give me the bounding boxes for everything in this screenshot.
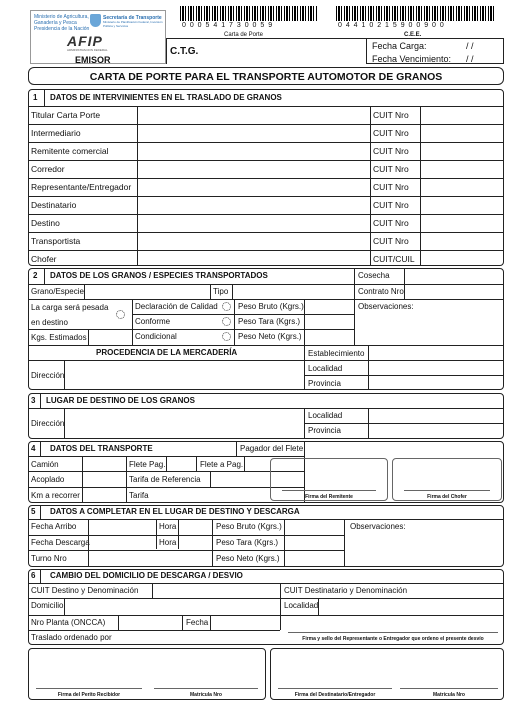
section-1-title: DATOS DE INTERVINIENTES EN EL TRASLADO DE GRANOS bbox=[50, 93, 282, 102]
turno-label: Turno Nro bbox=[31, 554, 67, 563]
peso-bruto-label: Peso Bruto (Kgrs.) bbox=[238, 302, 304, 311]
pagador-label: Pagador del Flete bbox=[240, 444, 304, 453]
domicilio-label: Domicilio bbox=[31, 601, 64, 610]
fecha-arribo-label: Fecha Arribo bbox=[31, 522, 77, 531]
grano-label: Grano/Especie bbox=[31, 287, 84, 296]
interviniente-field[interactable] bbox=[138, 143, 369, 159]
localidad-label: Localidad bbox=[308, 364, 343, 373]
section-2-number: 2 bbox=[33, 271, 38, 280]
conforme-label: Conforme bbox=[135, 317, 171, 326]
cuit-destino-label: CUIT Destino y Denominación bbox=[31, 586, 139, 595]
procedencia-label: PROCEDENCIA DE LA MERCADERÍA bbox=[96, 348, 238, 357]
establecimiento-label: Establecimiento bbox=[308, 349, 365, 358]
emisor-label: EMISOR bbox=[75, 55, 111, 65]
kgs-estimados-label: Kgs. Estimados bbox=[31, 333, 87, 342]
interviniente-field[interactable] bbox=[138, 197, 369, 213]
cuit-label: CUIT Nro bbox=[373, 200, 409, 210]
flete-a-pag-label: Flete a Pag. bbox=[200, 460, 244, 469]
destino-localidad-label: Localidad bbox=[308, 411, 343, 420]
section-1-number: 1 bbox=[33, 93, 38, 102]
interviniente-label: Remitente comercial bbox=[31, 146, 109, 156]
hora-arribo-label: Hora bbox=[159, 522, 177, 531]
cuit-label: CUIT/CUIL bbox=[373, 254, 415, 264]
hora-descarga-label: Hora bbox=[159, 538, 177, 547]
declaracion-label: Declaración de Calidad bbox=[135, 302, 218, 311]
peso-neto-label: Peso Neto (Kgrs.) bbox=[238, 332, 302, 341]
afip-logo: AFIP bbox=[67, 33, 103, 49]
fecha-carga-label: Fecha Carga: bbox=[372, 41, 427, 51]
barcode1-digits: 0 0 0 5 4 1 7 3 0 0 5 9 bbox=[182, 22, 274, 29]
barcode2-digits: 0 4 4 1 0 2 1 5 9 0 0 9 0 0 bbox=[338, 22, 445, 29]
tarifa-label: Tarifa bbox=[129, 491, 149, 500]
fecha-venc-value[interactable]: / / bbox=[466, 54, 474, 64]
declaracion-check[interactable] bbox=[222, 302, 231, 311]
barcode2-label: C.E.E. bbox=[404, 32, 422, 38]
fecha-descarga-label: Fecha Descarga bbox=[31, 538, 90, 547]
interviniente-label: Titular Carta Porte bbox=[31, 110, 101, 120]
direccion-label: Dirección bbox=[31, 371, 65, 380]
s5-peso-neto-label: Peso Neto (Kgrs.) bbox=[216, 554, 280, 563]
interviniente-label: Destinatario bbox=[31, 200, 77, 210]
interviniente-field[interactable] bbox=[138, 215, 369, 231]
carga-pesada-check[interactable] bbox=[116, 310, 125, 319]
s6-localidad-label: Localidad bbox=[284, 601, 319, 610]
interviniente-field[interactable] bbox=[138, 251, 369, 267]
matricula-1-label: Matrícula Nro bbox=[190, 692, 222, 698]
section-4-title: DATOS DEL TRANSPORTE bbox=[50, 444, 153, 453]
section-5-number: 5 bbox=[31, 507, 36, 516]
cuit-field[interactable] bbox=[421, 251, 503, 267]
barcode1-label: Carta de Porte bbox=[224, 32, 264, 38]
interviniente-label: Representante/Entregador bbox=[31, 182, 132, 192]
interviniente-field[interactable] bbox=[138, 161, 369, 177]
logo-box bbox=[30, 10, 166, 64]
firma-perito-label: Firma del Perito Recibidor bbox=[57, 692, 121, 698]
condicional-check[interactable] bbox=[222, 332, 231, 341]
cuit-label: CUIT Nro bbox=[373, 182, 409, 192]
argentina-shield-icon bbox=[90, 14, 101, 27]
section-3-number: 3 bbox=[31, 396, 36, 405]
flete-pag-label: Flete Pag. bbox=[129, 460, 166, 469]
planta-label: Nro Planta (ONCCA) bbox=[31, 618, 106, 627]
interviniente-field[interactable] bbox=[138, 107, 369, 123]
cuit-field[interactable] bbox=[421, 197, 503, 213]
cuit-field[interactable] bbox=[421, 125, 503, 141]
logo-right-title: Secretaría de Transporte bbox=[103, 15, 162, 21]
s5-peso-tara-label: Peso Tara (Kgrs.) bbox=[216, 538, 279, 547]
km-label: Km a recorrer bbox=[31, 491, 80, 500]
destino-direccion-label: Dirección bbox=[31, 419, 65, 428]
logo-right-sub: Ministerio de Planificación Federal, Inversión Pública y Servicios bbox=[103, 20, 163, 28]
section-3-title: LUGAR DE DESTINO DE LOS GRANOS bbox=[46, 396, 195, 405]
page-title: CARTA DE PORTE PARA EL TRANSPORTE AUTOMOTOR DE GRANOS bbox=[89, 71, 443, 83]
interviniente-label: Chofer bbox=[31, 254, 57, 264]
traslado-label: Traslado ordenado por bbox=[31, 633, 112, 642]
cuit-destinatario-label: CUIT Destinatario y Denominación bbox=[284, 586, 408, 595]
s5-observaciones-label: Observaciones: bbox=[350, 522, 406, 531]
section-6-number: 6 bbox=[31, 571, 36, 580]
camion-label: Camión bbox=[31, 460, 59, 469]
cosecha-label: Cosecha bbox=[358, 271, 390, 280]
section-4-number: 4 bbox=[31, 444, 36, 453]
s5-peso-bruto-label: Peso Bruto (Kgrs.) bbox=[216, 522, 282, 531]
section-6-title: CAMBIO DEL DOMICILIO DE DESCARGA / DESVIO bbox=[50, 571, 243, 580]
interviniente-field[interactable] bbox=[138, 179, 369, 195]
firma-remitente-label: Firma del Remitente bbox=[305, 494, 353, 500]
tarifa-ref-label: Tarifa de Referencia bbox=[129, 475, 201, 484]
section-2-title: DATOS DE LOS GRANOS / ESPECIES TRANSPORTADOS bbox=[50, 271, 268, 280]
firma-chofer-label: Firma del Chofer bbox=[427, 494, 467, 500]
observaciones-label: Observaciones: bbox=[358, 302, 414, 311]
cuit-field[interactable] bbox=[421, 143, 503, 159]
peso-tara-label: Peso Tara (Kgrs.) bbox=[238, 317, 301, 326]
tipo-label: Tipo bbox=[213, 287, 229, 296]
acoplado-label: Acoplado bbox=[31, 475, 65, 484]
interviniente-label: Corredor bbox=[31, 164, 65, 174]
s6-fecha-label: Fecha bbox=[186, 618, 209, 627]
firma-destinatario-label: Firma del Destinatario/Entregador bbox=[294, 692, 376, 698]
ctg-label: C.T.G. bbox=[170, 46, 199, 57]
cuit-field[interactable] bbox=[421, 179, 503, 195]
interviniente-label: Intermediario bbox=[31, 128, 81, 138]
carta-de-porte-barcode bbox=[180, 6, 318, 21]
matricula-2-label: Matrícula Nro bbox=[433, 692, 465, 698]
cuit-field[interactable] bbox=[421, 107, 503, 123]
section-5-title: DATOS A COMPLETAR EN EL LUGAR DE DESTINO Y DESCARGA bbox=[50, 507, 300, 516]
fecha-venc-label: Fecha Vencimiento: bbox=[372, 54, 452, 64]
cuit-field[interactable] bbox=[421, 161, 503, 177]
interviniente-field[interactable] bbox=[138, 125, 369, 141]
cuit-label: CUIT Nro bbox=[373, 164, 409, 174]
cuit-label: CUIT Nro bbox=[373, 146, 409, 156]
interviniente-label: Destino bbox=[31, 218, 60, 228]
cuit-label: CUIT Nro bbox=[373, 128, 409, 138]
condicional-label: Condicional bbox=[135, 332, 177, 341]
interviniente-field[interactable] bbox=[138, 233, 369, 249]
cuit-label: CUIT Nro bbox=[373, 110, 409, 120]
provincia-label: Provincia bbox=[308, 379, 341, 388]
afip-sub: ADMINISTRACION FEDERAL bbox=[67, 48, 108, 52]
fecha-carga-value[interactable]: / / bbox=[466, 41, 474, 51]
carga-pesada-label: La carga será pesada bbox=[31, 303, 109, 312]
carga-destino-label: en destino bbox=[31, 318, 68, 327]
cuit-field[interactable] bbox=[421, 233, 503, 249]
cuit-field[interactable] bbox=[421, 215, 503, 231]
cee-barcode bbox=[336, 6, 496, 21]
interviniente-label: Transportista bbox=[31, 236, 81, 246]
cuit-label: CUIT Nro bbox=[373, 236, 409, 246]
contrato-label: Contrato Nro bbox=[358, 287, 404, 296]
destino-provincia-label: Provincia bbox=[308, 426, 341, 435]
logo-left-text: Ministerio de Agricultura, Ganadería y Pesca Presidencia de la Nación bbox=[34, 14, 90, 32]
conforme-check[interactable] bbox=[222, 317, 231, 326]
cuit-label: CUIT Nro bbox=[373, 218, 409, 228]
firma-representante-label: Firma y sello del Representante o Entregador que ordeno el presente desvío bbox=[302, 636, 484, 642]
